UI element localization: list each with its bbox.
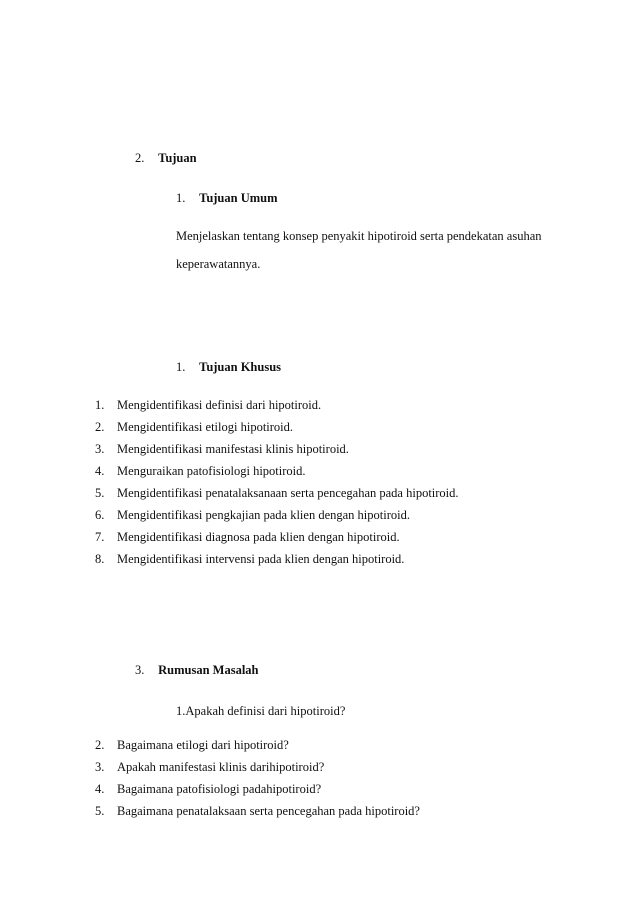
section-3-heading (135, 663, 259, 678)
list-item: 4. Menguraikan patofisiologi hipotiroid. (95, 464, 306, 478)
rumusan-first-question: 1.Apakah definisi dari hipotiroid? (176, 704, 346, 718)
tujuan-umum-paragraph: Menjelaskan tentang konsep penyakit hipotiroid serta pendekatan asuhan keperawatannya. (176, 229, 542, 271)
list-item: 2. Bagaimana etilogi dari hipotiroid? (95, 738, 289, 752)
list-item: 8. Mengidentifikasi intervensi pada klien dengan hipotiroid. (95, 552, 405, 566)
list-item: 4. Bagaimana patofisiologi padahipotiroid? (95, 782, 322, 796)
list-item: 6. Mengidentifikasi pengkajian pada klien dengan hipotiroid. (95, 508, 410, 522)
rumusan-masalah-list (95, 734, 420, 822)
section-2-number: 2. (135, 151, 145, 165)
tujuan-umum-heading (176, 191, 278, 206)
tujuan-khusus-title: Tujuan Khusus (199, 360, 282, 374)
section-2-title: Tujuan (158, 151, 197, 165)
tujuan-khusus-number: 1. (176, 360, 186, 374)
tujuan-umum-number: 1. (176, 191, 186, 205)
list-item: 3. Mengidentifikasi manifestasi klinis hipotiroid. (95, 442, 349, 456)
list-item: 2. Mengidentifikasi etilogi hipotiroid. (95, 420, 294, 434)
section-3-number: 3. (135, 663, 145, 677)
tujuan-khusus-list (95, 394, 459, 570)
section-3-title: Rumusan Masalah (158, 663, 259, 677)
section-2-heading (135, 151, 197, 166)
list-item: 1. Mengidentifikasi definisi dari hipotiroid. (95, 398, 322, 412)
list-item: 5. Bagaimana penatalaksaan serta pencegahan pada hipotiroid? (95, 804, 420, 818)
tujuan-khusus-heading (176, 360, 281, 375)
list-item: 3. Apakah manifestasi klinis darihipotiroid? (95, 760, 325, 774)
tujuan-umum-title: Tujuan Umum (199, 191, 278, 205)
list-item: 5. Mengidentifikasi penatalaksanaan serta pencegahan pada hipotiroid. (95, 486, 459, 500)
list-item: 7. Mengidentifikasi diagnosa pada klien dengan hipotiroid. (95, 530, 400, 544)
